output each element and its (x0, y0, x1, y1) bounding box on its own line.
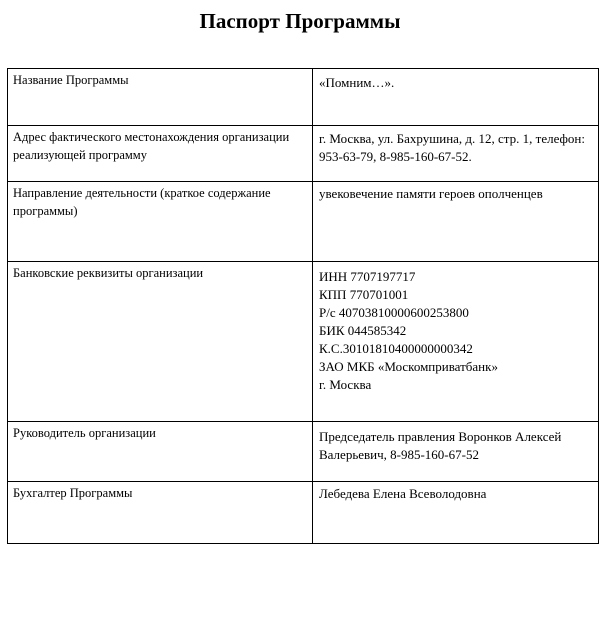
address-value-line: 953-63-79, 8-985-160-67-52. (319, 149, 472, 164)
bank-details-label: Банковские реквизиты организации (8, 262, 313, 422)
bank-name-line: ЗАО МКБ «Москомприватбанк» (319, 359, 498, 374)
accountant-value (313, 482, 599, 544)
table-row-head-of-organization (8, 422, 599, 482)
accountant-label: Бухгалтер Программы (8, 482, 313, 544)
bank-inn-line: ИНН 7707197717 (319, 269, 416, 284)
head-of-organization-label: Руководитель организации (8, 422, 313, 482)
head-of-organization-value (313, 422, 599, 482)
direction-label: Направление деятельности (краткое содержание программы) (8, 182, 313, 262)
head-of-organization-value-line: Валерьевич, 8-985-160-67-52 (319, 447, 479, 462)
bank-account-line: Р/с 40703810000600253800 (319, 305, 469, 320)
address-value-line: г. Москва, ул. Бахрушина, д. 12, стр. 1, телефон: (319, 131, 586, 146)
bank-city-line: г. Москва (319, 377, 372, 392)
program-name-label: Название Программы (8, 69, 313, 126)
direction-value (313, 182, 599, 262)
bank-details-value (313, 262, 599, 422)
address-value (313, 126, 599, 182)
bank-bik-line: БИК 044585342 (319, 323, 407, 338)
passport-table (7, 68, 599, 544)
table-row-bank-details (8, 262, 599, 422)
head-of-organization-value-line: Председатель правления Воронков Алексей (319, 429, 562, 444)
address-label: Адрес фактического местонахождения организации реализующей программу (8, 126, 313, 182)
accountant-value-line: Лебедева Елена Всеволодовна (319, 486, 487, 501)
table-row-program-name (8, 69, 599, 126)
direction-value-line: увековечение памяти героев ополченцев (319, 186, 543, 201)
table-row-accountant (8, 482, 599, 544)
bank-corr-account-line: К.С.30101810400000000342 (319, 341, 473, 356)
table-row-direction (8, 182, 599, 262)
table-row-address (8, 126, 599, 182)
program-name-value (313, 69, 599, 126)
program-name-value-line: «Помним…». (319, 75, 395, 90)
page-title: Паспорт Программы (199, 9, 401, 33)
bank-kpp-line: КПП 770701001 (319, 287, 409, 302)
